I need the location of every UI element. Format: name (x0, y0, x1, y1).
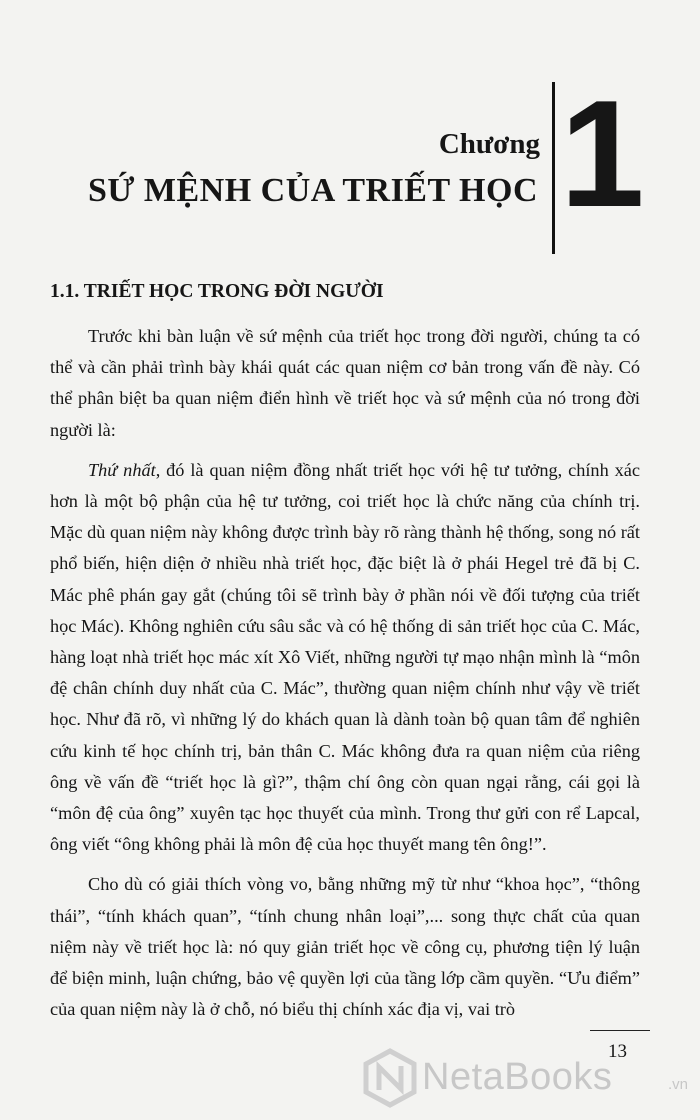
paragraph (50, 869, 640, 1025)
watermark-suffix: .vn (668, 1076, 689, 1093)
chapter-header (0, 0, 700, 260)
watermark-brand: NetaBooks (422, 1056, 613, 1098)
footer-rule (590, 1030, 650, 1031)
chapter-title: SỨ MỆNH CỦA TRIẾT HỌC (87, 172, 538, 209)
paragraph-text: Cho dù có giải thích vòng vo, bằng những mỹ từ như “khoa học”, “thông thái”, “tính khách quan”, “tính chung nhân loại”,... song thực chất của quan niệm này về triết học là: nó quy giản triết học về công cụ, phương tiện lý luận để biện minh, luận chứng, bảo vệ quyền lợi của tầng lớp cầm quyền. “Ưu điểm” của quan niệm này là ở chỗ, nó biểu thị chính xác địa vị, vai trò (50, 874, 640, 1020)
paragraph (50, 321, 640, 446)
netabooks-logo-icon (362, 1048, 418, 1108)
paragraph-text: Trước khi bàn luận về sứ mệnh của triết học trong đời người, chúng ta có thể và cần phải trình bày khái quát các quan niệm cơ bản trong vấn đề này. Có thể phân biệt ba quan niệm điển hình về triết học và sứ mệnh của nó trong đời người là: (50, 326, 640, 440)
paragraph-emphasis: Thứ nhất (88, 459, 156, 480)
paragraph-text: , đó là quan niệm đồng nhất triết học với hệ tư tưởng, chính xác hơn là một bộ phận của hệ tư tưởng, coi triết học là chức năng của chính trị. Mặc dù quan niệm này không được trình bày rõ ràng thành hệ thống, song nó rất phổ biến, hiện diện ở nhiều nhà triết học, đặc biệt là ở phái Hegel trẻ đã bị C. Mác phê phán gay gắt (chúng tôi sẽ trình bày ở phần nói về đối tượng của triết học Mác). Không nghiên cứu sâu sắc và có hệ thống di sản triết học của C. Mác, hàng loạt nhà triết học mác xít Xô Viết, những người tự mạo nhận mình là “môn đệ chân chính duy nhất của C. Mác”, thường quan niệm chính như vậy về triết học. Như đã rõ, vì những lý do khách quan là dành toàn bộ quan tâm để nghiên cứu kinh tế học chính trị, bản thân C. Mác không đưa ra quan niệm của riêng ông về vấn đề “triết học là gì?”, thậm chí ông còn quan ngại rằng, cái gọi là “môn đệ của ông” xuyên tạc học thuyết của mình. Trong thư gửi con rể Lapcal, ông viết “ông không phải là môn đệ của học thuyết mang tên ông!”. (50, 459, 640, 855)
body-text (50, 321, 640, 1034)
watermark (362, 1048, 698, 1108)
chapter-divider (552, 82, 555, 254)
chapter-number: 1 (560, 69, 645, 239)
page-number: 13 (608, 1041, 627, 1062)
chapter-label: Chương (438, 128, 540, 160)
section-heading: 1.1. TRIẾT HỌC TRONG ĐỜI NGƯỜI (50, 281, 384, 302)
paragraph (50, 455, 640, 861)
